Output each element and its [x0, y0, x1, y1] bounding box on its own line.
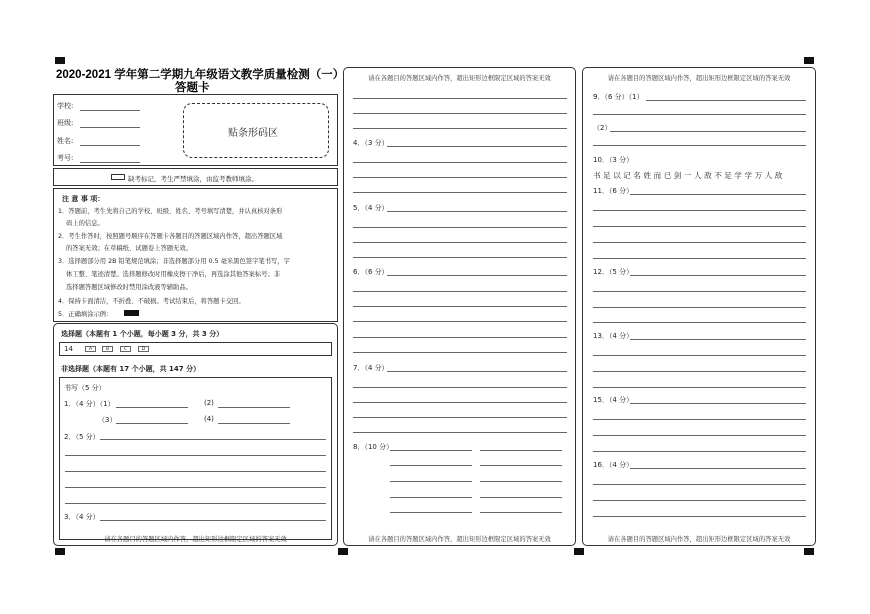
q9-1-answer-line[interactable]	[646, 100, 806, 101]
q8-answer-line[interactable]	[390, 497, 472, 498]
q7-answer-line[interactable]	[353, 417, 567, 418]
q1-4-label: (4)	[204, 415, 214, 423]
notice-text: 请在各题目的答题区域内作答，超出矩形边框限定区域的答案无效	[607, 75, 791, 82]
corner-mark	[55, 57, 65, 64]
q9-label: 9．（6 分）（1）	[593, 93, 644, 101]
q8-answer-line[interactable]	[480, 450, 562, 451]
q1-2-label: (2)	[204, 399, 214, 407]
q3-continued-line[interactable]	[353, 113, 567, 114]
q16-answer-line[interactable]	[593, 516, 806, 517]
corner-mark	[55, 548, 65, 555]
notes-item: 的答案无效；在草稿纸、试题卷上答题无效。	[66, 245, 192, 252]
non-choice-heading: 非选择题（本题有 17 个小题，共 147 分）	[61, 365, 201, 373]
q12-answer-line[interactable]	[593, 307, 806, 308]
q11-answer-line[interactable]	[593, 226, 806, 227]
q4-answer-line[interactable]	[353, 162, 567, 163]
q3-continued-line[interactable]	[353, 128, 567, 129]
exam-no-label: 考号:	[57, 154, 74, 162]
q8-answer-line[interactable]	[480, 512, 562, 513]
q11-answer-line[interactable]	[630, 194, 806, 195]
q13-answer-line[interactable]	[630, 339, 806, 340]
writing-label: 书写（5 分）	[64, 384, 106, 392]
option-b-bubble[interactable]: B	[102, 346, 113, 352]
corner-mark	[574, 548, 584, 555]
q16-answer-line[interactable]	[593, 484, 806, 485]
option-a-bubble[interactable]: A	[85, 346, 96, 352]
name-field[interactable]	[80, 145, 140, 146]
notes-item: 体工整、笔迹清楚。选择题修改时用橡皮擦干净后，再选涂其他答案标号；非	[66, 271, 281, 278]
page-title: 2020-2021 学年第二学期九年级语文教学质量检测（一）	[56, 69, 345, 81]
corner-mark	[338, 548, 348, 555]
q4-label: 4．（3 分）	[353, 139, 389, 147]
notes-item: 3．选择题部分用 2B 铅笔规范填涂；非选择题部分用 0.5 毫米黑色签字笔书写，字	[58, 258, 290, 265]
q13-label: 13．（4 分）	[593, 332, 634, 340]
q15-answer-line[interactable]	[630, 403, 806, 404]
notice-text: 请在各题目的答题区域内作答，超出矩形边框限定区域的答案无效	[368, 536, 551, 543]
q5-answer-line[interactable]	[353, 242, 567, 243]
q6-answer-line[interactable]	[353, 321, 567, 322]
corner-mark	[804, 57, 814, 64]
q3-label: 3．（4 分）	[64, 513, 100, 521]
q9-2-answer-line[interactable]	[610, 131, 806, 132]
q6-answer-line[interactable]	[387, 275, 567, 276]
q10-sentence: 书足以记名姓而已剑一人敌不足学学万人敌	[593, 171, 785, 180]
choice-row	[59, 342, 332, 356]
q7-answer-line[interactable]	[353, 387, 567, 388]
class-label: 班级:	[57, 119, 74, 127]
q9-2-label: （2）	[593, 124, 612, 132]
q12-answer-line[interactable]	[630, 275, 806, 276]
notes-heading: 注 意 事 项：	[62, 195, 105, 203]
absent-text: 缺考标记，考生严禁填涂，由监考教师填涂。	[128, 175, 258, 183]
q7-answer-line[interactable]	[387, 371, 567, 372]
q8-answer-line[interactable]	[390, 450, 472, 451]
q13-answer-line[interactable]	[593, 355, 806, 356]
q2-answer-line[interactable]	[65, 503, 326, 504]
q1-3-label: （3）	[98, 416, 117, 424]
q12-answer-line[interactable]	[593, 322, 806, 323]
q9-1-answer-line[interactable]	[593, 114, 806, 115]
notice-text: 请在各题目的答题区域内作答，超出矩形边框限定区域的答案无效	[104, 536, 287, 543]
choice-heading: 选择题（本题有 1 个小题，每小题 3 分，共 3 分）	[61, 330, 224, 338]
q2-answer-line[interactable]	[100, 439, 326, 440]
q5-label: 5．（4 分）	[353, 204, 389, 212]
q16-answer-line[interactable]	[593, 500, 806, 501]
q15-answer-line[interactable]	[593, 419, 806, 420]
notes-item: 5．正确填涂示例：	[58, 311, 113, 318]
q8-answer-line[interactable]	[390, 465, 472, 466]
choice-question-no: 14	[64, 345, 73, 353]
q13-answer-line[interactable]	[593, 387, 806, 388]
option-c-bubble[interactable]: C	[120, 346, 131, 352]
q2-label: 2．（5 分）	[64, 433, 100, 441]
q11-answer-line[interactable]	[593, 258, 806, 259]
q2-answer-line[interactable]	[65, 471, 326, 472]
q3-continued-line[interactable]	[353, 98, 567, 99]
name-label: 姓名:	[57, 137, 74, 145]
q1-4-answer-line[interactable]	[218, 423, 290, 424]
q2-answer-line[interactable]	[65, 455, 326, 456]
class-field[interactable]	[80, 127, 140, 128]
notice-text: 请在各题目的答题区域内作答，超出矩形边框限定区域的答案无效	[368, 75, 551, 82]
q5-answer-line[interactable]	[387, 211, 567, 212]
q8-answer-line[interactable]	[390, 481, 472, 482]
q13-answer-line[interactable]	[593, 371, 806, 372]
school-label: 学校:	[57, 102, 74, 110]
q1-3-answer-line[interactable]	[116, 423, 188, 424]
q12-label: 12．（5 分）	[593, 268, 634, 276]
notice-text: 请在各题目的答题区域内作答，超出矩形边框限定区域的答案无效	[607, 536, 791, 543]
q15-label: 15．（4 分）	[593, 396, 634, 404]
notes-item: 1．答题前，考生先将自己的学校、班级、姓名、考号填写清楚，并认真核对条形	[58, 208, 283, 215]
q11-label: 11．（6 分）	[593, 187, 634, 195]
q1-label: 1．（4 分）（1）	[64, 400, 115, 408]
q8-answer-line[interactable]	[480, 465, 562, 466]
q2-answer-line[interactable]	[65, 487, 326, 488]
q6-label: 6．（6 分）	[353, 268, 389, 276]
q6-answer-line[interactable]	[353, 291, 567, 292]
notes-item: 4．保持卡面清洁，不折叠、不破损。考试结束后，将答题卡交回。	[58, 298, 245, 305]
q4-answer-line[interactable]	[387, 146, 567, 147]
q15-answer-line[interactable]	[593, 451, 806, 452]
q8-label: 8．（10 分）	[353, 443, 394, 451]
q7-answer-line[interactable]	[353, 432, 567, 433]
q12-answer-line[interactable]	[593, 291, 806, 292]
page-subtitle: 答题卡	[175, 82, 210, 94]
option-d-bubble[interactable]: D	[138, 346, 149, 352]
q15-answer-line[interactable]	[593, 435, 806, 436]
notes-item: 码上的信息。	[66, 220, 104, 227]
q11-answer-line[interactable]	[593, 210, 806, 211]
notes-item: 选择题答题区域修改时禁用涂改液等辅助品。	[66, 284, 192, 291]
q5-answer-line[interactable]	[353, 227, 567, 228]
q1-2-answer-line[interactable]	[218, 407, 290, 408]
filled-example-bubble	[124, 310, 139, 316]
q4-answer-line[interactable]	[353, 177, 567, 178]
q6-answer-line[interactable]	[353, 337, 567, 338]
q10-label: 10．（3 分）	[593, 156, 634, 164]
barcode-area-label: 贴条形码区	[228, 128, 278, 139]
absent-mark-bubble[interactable]	[111, 174, 125, 180]
q11-answer-line[interactable]	[593, 242, 806, 243]
q8-answer-line[interactable]	[390, 512, 472, 513]
q7-answer-line[interactable]	[353, 402, 567, 403]
q16-answer-line[interactable]	[630, 468, 806, 469]
exam-no-field[interactable]	[80, 162, 140, 163]
q7-label: 7．（4 分）	[353, 364, 389, 372]
q5-answer-line[interactable]	[353, 257, 567, 258]
q6-answer-line[interactable]	[353, 306, 567, 307]
q4-answer-line[interactable]	[353, 192, 567, 193]
q1-1-answer-line[interactable]	[116, 407, 188, 408]
school-field[interactable]	[80, 110, 140, 111]
corner-mark	[804, 548, 814, 555]
q8-answer-line[interactable]	[480, 481, 562, 482]
q9-2-answer-line[interactable]	[593, 145, 806, 146]
q16-label: 16．（4 分）	[593, 461, 634, 469]
notes-item: 2．考生作答时，按照题号顺序在答题卡各题目的答题区域内作答，超出答题区域	[58, 233, 283, 240]
q6-answer-line[interactable]	[353, 352, 567, 353]
q8-answer-line[interactable]	[480, 497, 562, 498]
q3-answer-line[interactable]	[100, 520, 326, 521]
